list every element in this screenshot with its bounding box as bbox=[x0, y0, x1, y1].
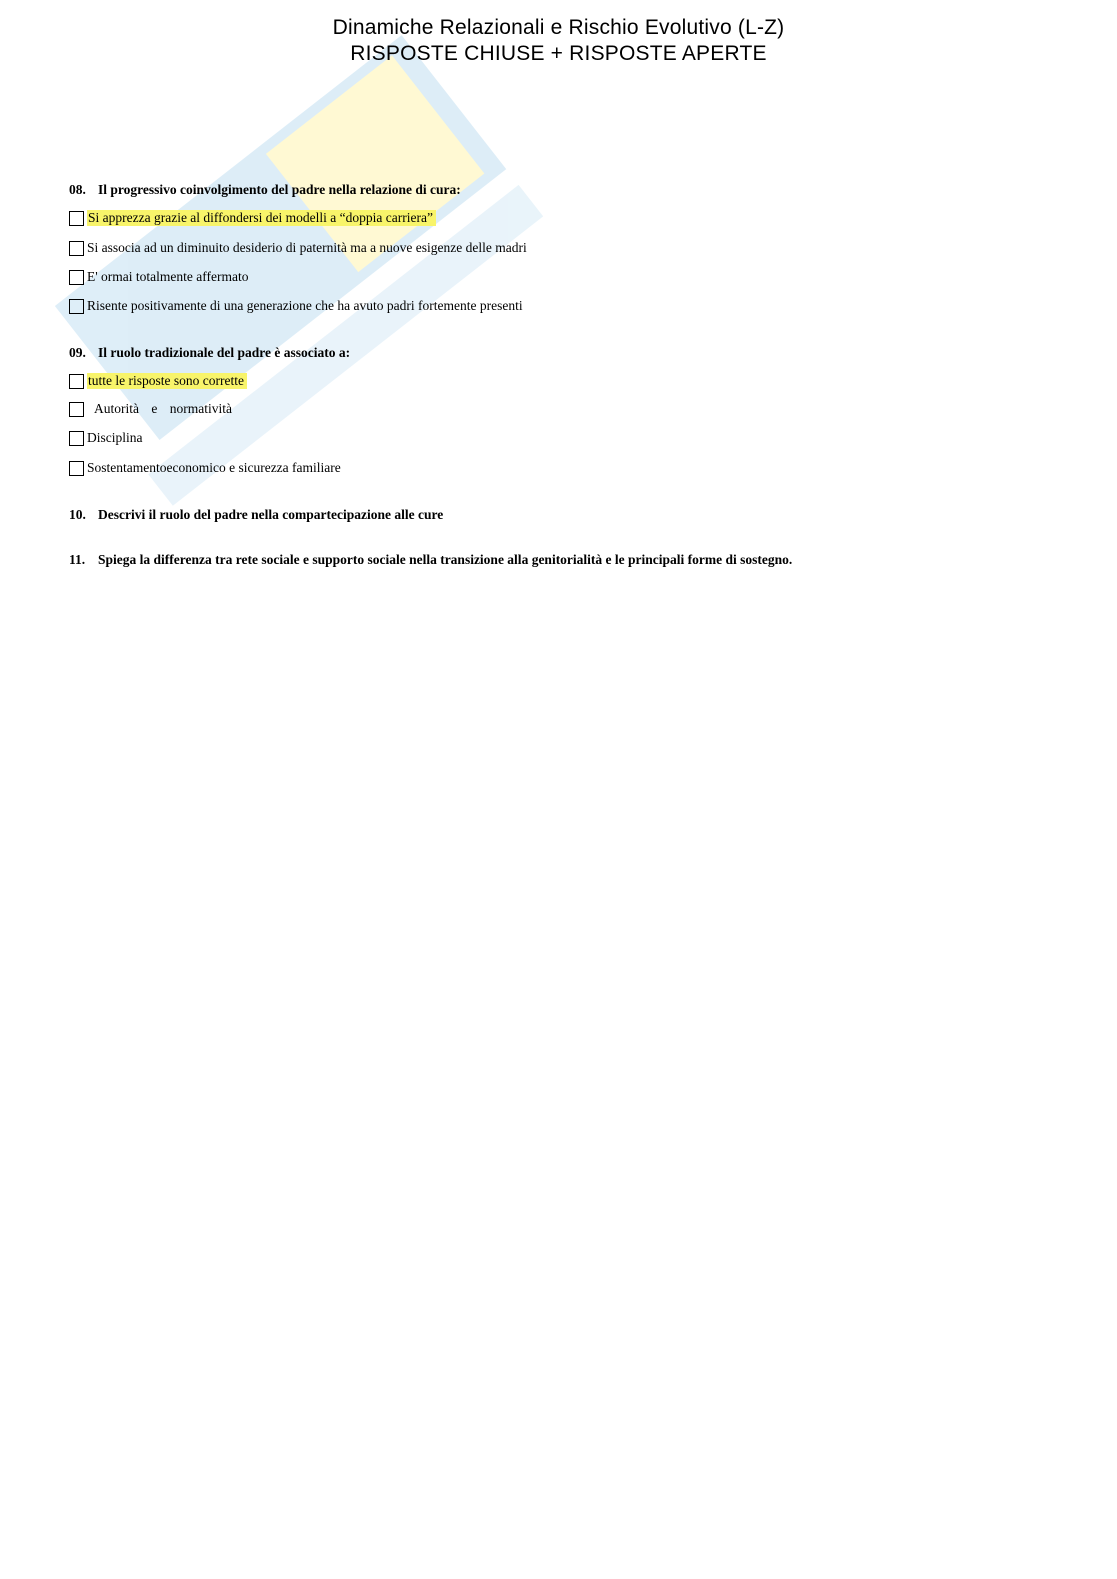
answer-option-label: Risente positivamente di una generazione che ha avuto padri fortemente presenti bbox=[87, 298, 523, 313]
checkbox[interactable] bbox=[69, 374, 84, 389]
answer-option-label: Si apprezza grazie al diffondersi dei modelli a “doppia carriera” bbox=[87, 210, 436, 226]
checkbox[interactable] bbox=[69, 270, 84, 285]
document-header bbox=[0, 15, 1117, 67]
answer-option-label: Disciplina bbox=[87, 430, 143, 445]
answer-option[interactable] bbox=[69, 429, 143, 447]
question-number: 10. bbox=[69, 507, 86, 522]
checkbox[interactable] bbox=[69, 211, 84, 226]
question-09 bbox=[69, 345, 350, 361]
answer-option[interactable] bbox=[69, 297, 523, 315]
answer-option-label: Sostentamentoeconomico e sicurezza familiare bbox=[87, 460, 341, 475]
question-text: Il ruolo tradizionale del padre è associato a: bbox=[98, 345, 351, 360]
checkbox[interactable] bbox=[69, 402, 84, 417]
answer-option-label: Autorità e normatività bbox=[94, 401, 232, 416]
question-08 bbox=[69, 182, 461, 198]
checkbox[interactable] bbox=[69, 431, 84, 446]
checkbox[interactable] bbox=[69, 461, 84, 476]
question-text: Il progressivo coinvolgimento del padre nella relazione di cura: bbox=[98, 182, 461, 197]
answer-option[interactable] bbox=[69, 372, 247, 390]
answer-option[interactable] bbox=[69, 209, 436, 227]
answer-option[interactable] bbox=[69, 268, 249, 286]
answer-option[interactable] bbox=[69, 239, 527, 257]
question-number: 08. bbox=[69, 182, 86, 197]
question-10 bbox=[69, 507, 443, 523]
question-11 bbox=[69, 552, 792, 568]
question-text: Descrivi il ruolo del padre nella compartecipazione alle cure bbox=[98, 507, 444, 522]
answer-option-label: Si associa ad un diminuito desiderio di paternità ma a nuove esigenze delle madri bbox=[87, 240, 527, 255]
checkbox[interactable] bbox=[69, 299, 84, 314]
question-text: Spiega la differenza tra rete sociale e supporto sociale nella transizione alla genitorialità e le principali forme di sostegno. bbox=[98, 552, 793, 567]
answer-option[interactable] bbox=[69, 400, 232, 418]
document-subtitle: RISPOSTE CHIUSE + RISPOSTE APERTE bbox=[350, 42, 767, 65]
question-number: 11. bbox=[69, 552, 86, 567]
checkbox[interactable] bbox=[69, 241, 84, 256]
answer-option-label: tutte le risposte sono corrette bbox=[87, 373, 247, 389]
answer-option[interactable] bbox=[69, 459, 341, 477]
answer-option-label: E' ormai totalmente affermato bbox=[87, 269, 249, 284]
question-number: 09. bbox=[69, 345, 86, 360]
document-title: Dinamiche Relazionali e Rischio Evolutivo (L-Z) bbox=[332, 16, 785, 39]
